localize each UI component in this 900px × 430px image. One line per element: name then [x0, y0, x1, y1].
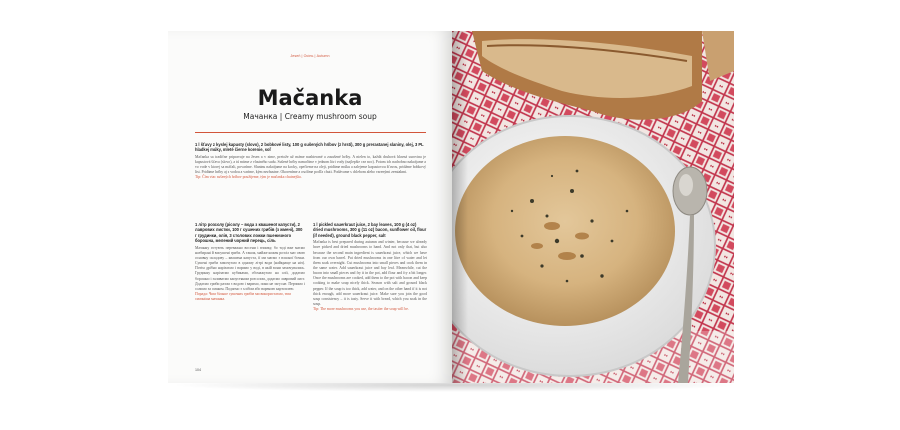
- right-page-photo: [452, 31, 734, 383]
- sk-method: Mačanka sa tradične pripravuje na Jesen a v zime, pretože už máme nazbierané a zasušené hríby. A nielen to, každá druhová hlavná surovina je kapustová šťava (slovo), a tú máme z vlastného sudu. Sušené hríby namočíme v jednom litri vody (najlepšie cez noc). Potom ich nadrobno nakrájame a vo vode v ktorej sa máčali, povaríme. Slaninu nakrájame na kocky, opečieme na oleji, pridáme múku a zalejeme kapustovou šťavou, pridáme bobkový list. Pridáme hríby aj s vodou a varíme, kým nezhustne. Okoreníme a osolíme podľa chuti. Podávame s chlebom alebo varenými zemiakmi.: [195, 154, 426, 175]
- en-method: Mačanka is best prepared during autumn and winter, because we already have picked and dried mushrooms to hand. And not only that, but also because the second main ingredient is sauerkraut juice, which we have from our own barrel. Put dried mushrooms in one litre of water and let them soak overnight. Cut mushrooms into small pieces and cook them in the same water. Add sauerkraut juice and bay leaf. Meanwhile, cut the bacon into small pieces and fry it in the pot, add flour and fry a bit longer. Once the mushrooms are cooked, add them to the pot with bacon and keep cooking to make soup nicely thick. Season with salt and ground black pepper. If the soup is too thick, add water, and on the other hand if it is not thick enough, add more sauerkraut juice. Make sure you join the good soup consistency – it is tasty. Serve it with bread, which you soak in the soup.: [313, 240, 427, 307]
- sk-ingredients: 1 l šťavy z kyslej kapusty (slovo), 2 bobkové listy, 100 g sušených hríbov (z hrstí), 300 g prerastanej slaniny, olej, 3 PL hladkej múky, mleté čierne korenie, soľ: [195, 142, 424, 153]
- page-number: 104: [195, 368, 201, 372]
- recipe-subtitle: Мачанка | Creamy mushroom soup: [243, 112, 377, 121]
- en-ingredients: 1 l pickled sauerkraut juice, 2 bay leaves, 100 g (4 oz) dried mushrooms, 300 g (11 oz) bacon, sunflower oil, flour (if needed), ground black pepper, salt: [313, 222, 427, 238]
- title-divider: [195, 132, 426, 133]
- mushroom-soup: [455, 136, 675, 326]
- en-tip: Tip: The more mushrooms you use, the tastier the soup will be.: [313, 307, 409, 312]
- season-category: Jeseň | Осінь | Autumn: [290, 54, 330, 58]
- sk-section: [195, 142, 426, 181]
- uk-method: Мачанку готують переважно восени і взимку, бо тоді вже маємо назбирані й висушені гриби. А також, майже кожен розсіл має свою основну складову – квашена капуста, її ми маємо з власної бочки. Сушені гриби замочуємо в одному літрі води (найкраще на ніч). Потім дрібно нарізаємо і варимо у воді, в якій вони замочувались. Грудинку нарізаємо кубиками, обсмажуємо на олії, додаємо борошно і заливаємо капустяним розсолом, додаємо лавровий лист. Додаємо гриби разом з водою і варимо, поки не загусне. Перчимо і солимо за смаком. Подаємо з хлібом або вареною картоплею.: [195, 245, 305, 291]
- uk-section: [195, 222, 305, 302]
- left-page: [168, 31, 452, 383]
- uk-tip: Порада: Чим більше сушених грибів ми використаємо, тим смачніша мачанка.: [195, 292, 291, 302]
- spine-shadow: [452, 31, 468, 383]
- recipe-title: Mačanka: [257, 86, 363, 110]
- uk-ingredients: 1 літр розсолу (рісолу – вода з квашеної капусти), 2 лаврових листки, 100 г сушених грибів (з жмені), 300 г грудинки, олія, 3 столових ложки пшеничного борошна, мелений чорний перець, сіль: [195, 222, 303, 244]
- sk-tip: Tip: Čím viac sušených hríbov použijeme, tým je mačanka chutnejšia.: [195, 175, 302, 180]
- en-section: [313, 222, 427, 312]
- soup-photo: [452, 31, 734, 383]
